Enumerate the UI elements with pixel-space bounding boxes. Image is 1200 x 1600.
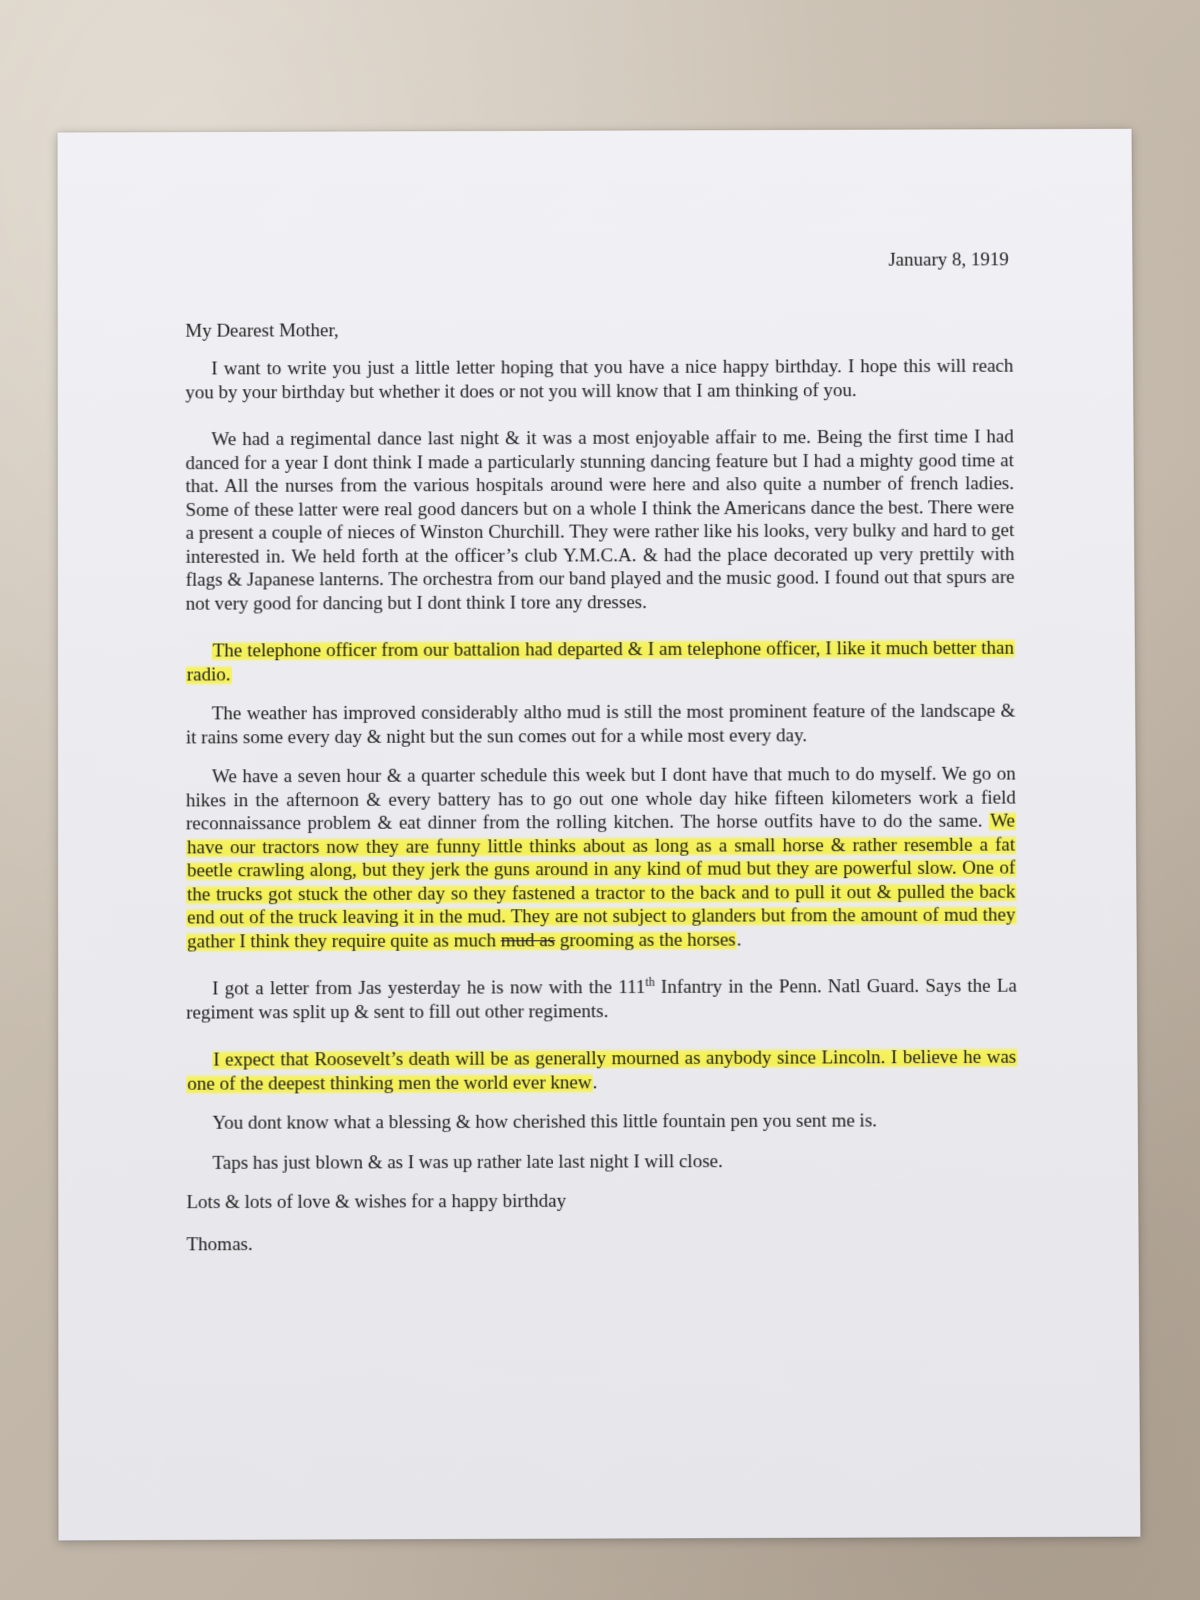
struck-out-text: mud as <box>500 929 556 951</box>
paragraph-text: We have a seven hour & a quarter schedule this week but I dont have that much to do myself. We go on hikes in the afternoon & every battery has to go out one whole day hike fifteen kilometers work a field reconnaissance problem & eat dinner from the rolling kitchen. The horse outfits have to do the same. <box>185 763 1016 835</box>
paragraph-jas-letter <box>186 975 1017 1025</box>
paragraph-weather: The weather has improved considerably altho mud is still the most prominent feature of the landscape & it rains some every day & night but the sun comes out for a while most every day. <box>185 700 1016 748</box>
salutation: My Dearest Mother, <box>185 319 339 342</box>
paragraph-roosevelt <box>186 1046 1017 1096</box>
paragraph-text: Infantry in the Penn. Natl Guard. Says the La regiment was split up & sent to fill out other regiments. <box>186 975 1017 1024</box>
highlighted-text: I expect that Roosevelt’s death will be as generally mourned as anybody since Lincoln. I believe he was one of the deepest thinking men the world ever knew <box>187 1046 1017 1095</box>
paragraph-tractors <box>186 763 1017 954</box>
highlighted-text-part: grooming as the horses <box>555 929 736 951</box>
paragraph-birthday: I want to write you just a little letter hoping that you have a nice happy birthday. I hope this will reach you by your birthday but whether it does or not you will know that I am thinking of you. <box>185 355 1014 403</box>
highlighted-text-part: We have our tractors now they are funny little thinks about as long as a small horse & rather resemble a fat beetle crawling along, but they jerk the guns around in any kind of mud but they are powerful slow. One of the trucks got stuck the other day so they fastened a tractor to the back and to pull it out & pulled the back end out of the truck leaving it in the mud. They are not subject to glanders but from the amount of mud they gather I think they require quite as much <box>187 810 1016 952</box>
paragraph-fountain-pen: You dont know what a blessing & how cherished this little fountain pen you sent me is. <box>212 1110 878 1134</box>
highlighted-text: The telephone officer from our battalion had departed & I am telephone officer, I like it much better than radio. <box>186 637 1015 686</box>
letter-body <box>185 248 1018 1274</box>
paragraph-dance: We had a regimental dance last night & it was a most enjoyable affair to me. Being the first time I had danced for a year I dont think I made a particularly stunning dancing feature but I had a mighty good time at that. All the nurses from the various hospitals around were here and also quite a number of french ladies. Some of these latter were real good dancers but on a whole I think the Americans dance the best. There were a present a couple of nieces of Winston Churchill. They were rather like his looks, very bulky and hard to get interested in. We held forth at the officer’s club Y.M.C.A. & had the place decorated up very prettily with flags & Japanese lanterns. The orchestra from our band played and the music good. I found out that spurs are not very good for dancing but I dont think I tore any dresses. <box>185 426 1015 615</box>
letter-date: January 8, 1919 <box>888 249 1009 271</box>
paragraph-telephone-officer <box>186 637 1015 687</box>
paragraph-text: . <box>736 929 742 951</box>
closing-line: Lots & lots of love & wishes for a happy birthday <box>186 1190 567 1214</box>
paragraph-text: I got a letter from Jas yesterday he is now with the 111 <box>212 976 646 1000</box>
signature: Thomas. <box>186 1233 253 1255</box>
ordinal-suffix: th <box>645 974 655 989</box>
paragraph-text: . <box>592 1071 598 1093</box>
paragraph-taps: Taps has just blown & as I was up rather late last night I will close. <box>212 1150 723 1174</box>
letter-page <box>58 129 1141 1541</box>
